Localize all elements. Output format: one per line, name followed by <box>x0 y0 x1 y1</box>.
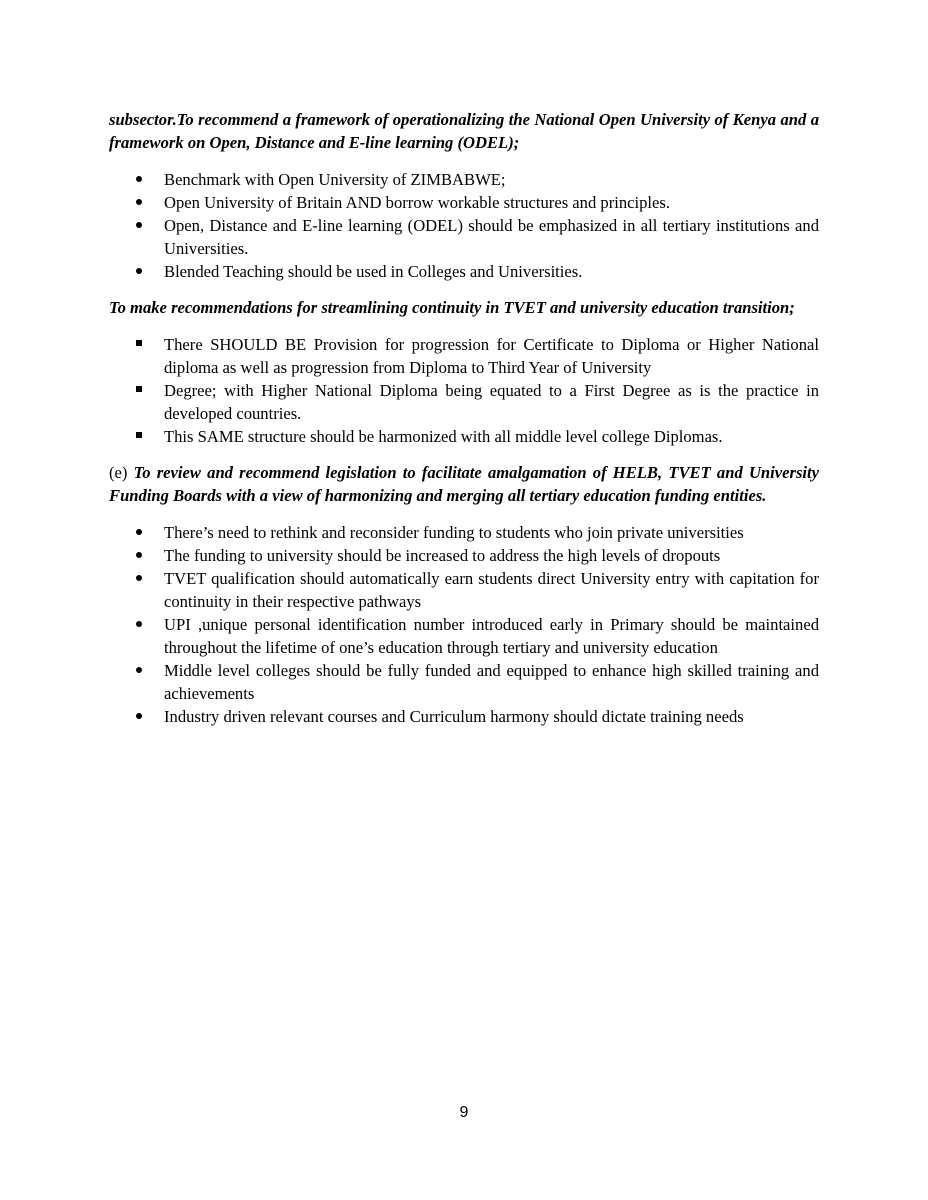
list-item-text: The funding to university should be increased to address the high levels of dropouts <box>164 546 721 565</box>
page-content <box>109 108 819 741</box>
list-item <box>109 705 819 728</box>
list-item <box>109 168 819 191</box>
list-item-text: TVET qualification should automatically earn students direct University entry with capitation for continuity in their respective pathways <box>164 569 819 611</box>
list-item-text: Open University of Britain AND borrow workable structures and principles. <box>164 193 670 212</box>
section-heading-odel <box>109 108 819 154</box>
list-item-text: Middle level colleges should be fully funded and equipped to enhance high skilled training and achievements <box>164 661 819 703</box>
bullet-disc-icon <box>136 168 150 191</box>
bullet-square-icon <box>136 379 150 402</box>
list-item-text: UPI ,unique personal identification number introduced early in Primary should be maintained throughout the lifetime of one’s education through tertiary and university education <box>164 615 819 657</box>
list-item <box>109 333 819 379</box>
list-item <box>109 567 819 613</box>
section-heading-prefix: (e) <box>109 463 128 482</box>
list-item-text: Benchmark with Open University of ZIMBABWE; <box>164 170 506 189</box>
bullet-list-tvet-continuity <box>109 333 819 448</box>
bullet-disc-icon <box>136 705 150 728</box>
section-heading-text: subsector.To recommend a framework of operationalizing the National Open University of Kenya and a framework on Open, Distance and E-line learning (ODEL); <box>109 110 819 152</box>
list-item <box>109 425 819 448</box>
section-heading-text: To review and recommend legislation to facilitate amalgamation of HELB, TVET and University Funding Boards with a view of harmonizing and merging all tertiary education funding entities. <box>109 463 819 505</box>
list-item <box>109 613 819 659</box>
bullet-list-odel <box>109 168 819 283</box>
list-item-text: Industry driven relevant courses and Curriculum harmony should dictate training needs <box>164 707 744 726</box>
list-item-text: Open, Distance and E-line learning (ODEL) should be emphasized in all tertiary institutions and Universities. <box>164 216 819 258</box>
bullet-disc-icon <box>136 567 150 590</box>
bullet-disc-icon <box>136 260 150 283</box>
bullet-disc-icon <box>136 214 150 237</box>
section-heading-text: To make recommendations for streamlining continuity in TVET and university education transition; <box>109 298 795 317</box>
list-item-text: There’s need to rethink and reconsider funding to students who join private universities <box>164 523 744 542</box>
bullet-disc-icon <box>136 544 150 567</box>
bullet-square-icon <box>136 333 150 356</box>
bullet-list-funding <box>109 521 819 728</box>
bullet-disc-icon <box>136 613 150 636</box>
section-heading-tvet-continuity <box>109 296 819 319</box>
page-number: 9 <box>459 1104 469 1121</box>
list-item <box>109 659 819 705</box>
section-heading-funding <box>109 461 819 507</box>
bullet-square-icon <box>136 425 150 448</box>
list-item <box>109 260 819 283</box>
list-item <box>109 214 819 260</box>
list-item-text: This SAME structure should be harmonized with all middle level college Diplomas. <box>164 427 723 446</box>
list-item-text: Blended Teaching should be used in Colleges and Universities. <box>164 262 583 281</box>
bullet-disc-icon <box>136 191 150 214</box>
list-item <box>109 379 819 425</box>
bullet-disc-icon <box>136 659 150 682</box>
list-item <box>109 544 819 567</box>
list-item <box>109 521 819 544</box>
list-item-text: There SHOULD BE Provision for progression for Certificate to Diploma or Higher National diploma as well as progression from Diploma to Third Year of University <box>164 335 819 377</box>
list-item <box>109 191 819 214</box>
bullet-disc-icon <box>136 521 150 544</box>
list-item-text: Degree; with Higher National Diploma being equated to a First Degree as is the practice in developed countries. <box>164 381 819 423</box>
